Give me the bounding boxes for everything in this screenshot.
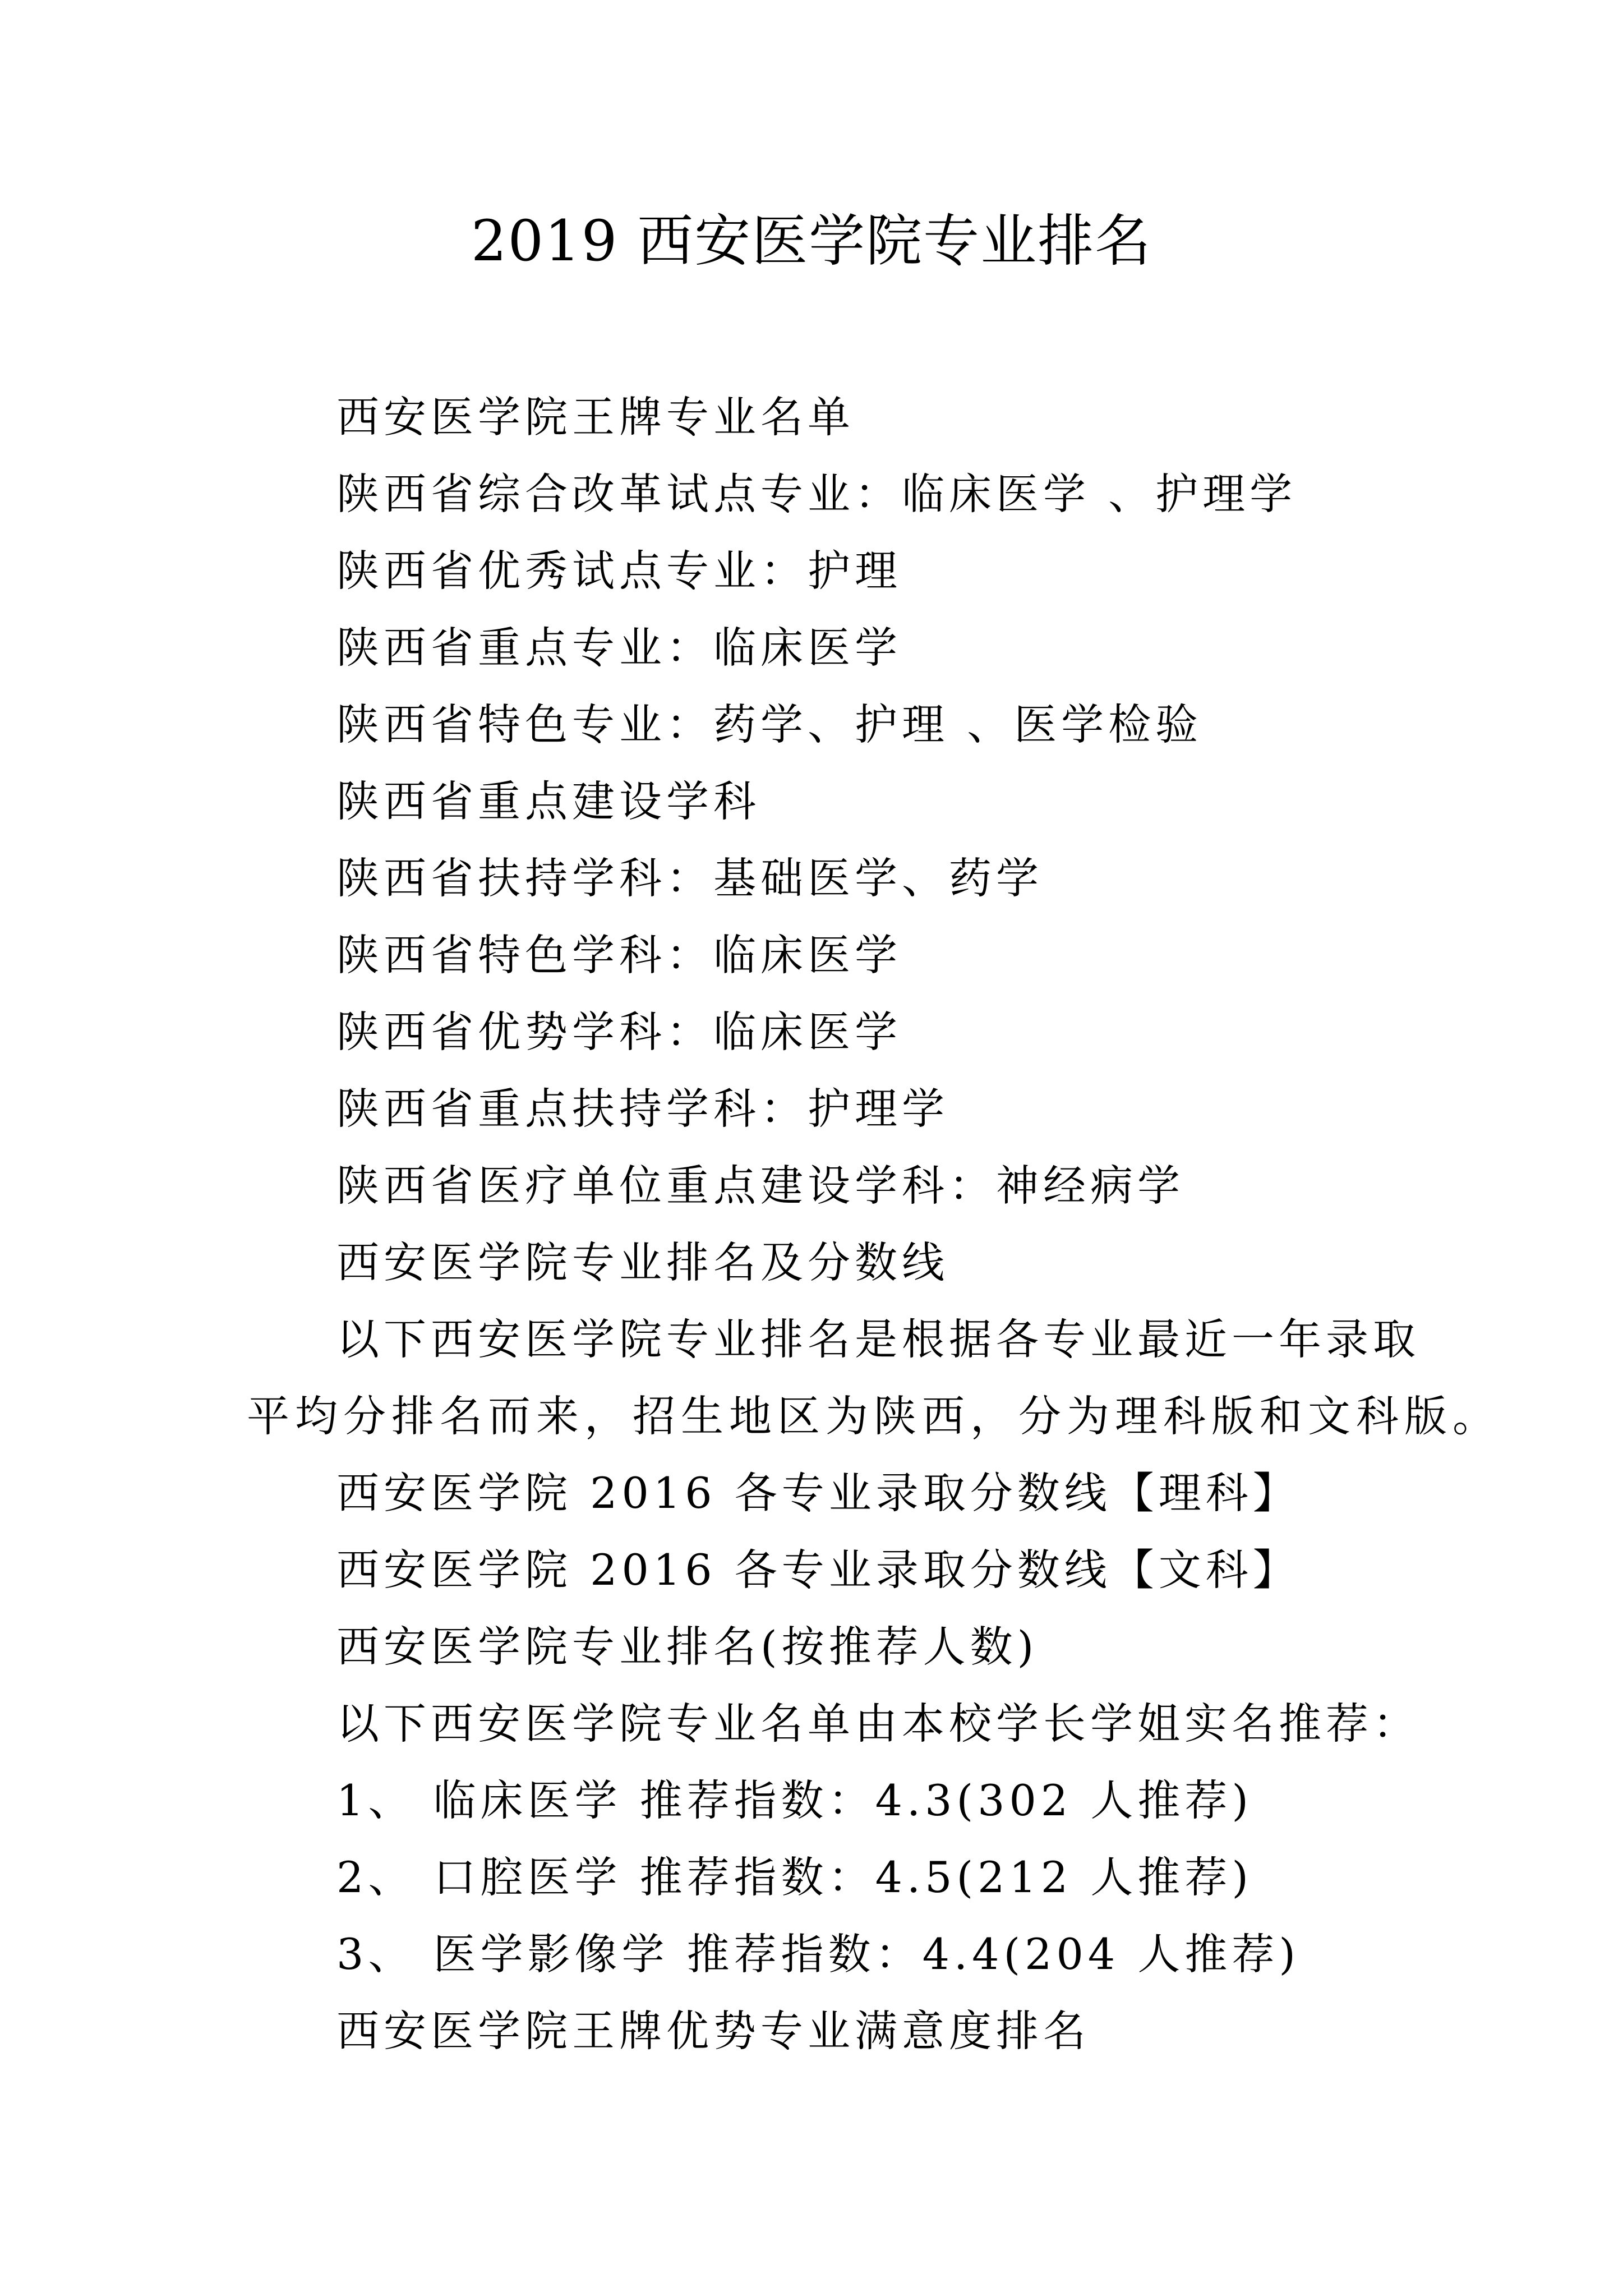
- text-line-featured-disciplines: 陕西省特色学科：临床医学: [336, 930, 902, 980]
- page-title: 2019 西安医学院专业排名: [471, 208, 1152, 274]
- document-body: [247, 379, 1501, 2069]
- text-line-science-scores: 西安医学院 2016 各专业录取分数线【理科】: [336, 1468, 1300, 1518]
- text-line-medical-unit-disciplines: 陕西省医疗单位重点建设学科：神经病学: [336, 1161, 1184, 1211]
- text-line-key-disciplines-heading: 陕西省重点建设学科: [336, 776, 760, 826]
- text-line-key-supported-disciplines: 陕西省重点扶持学科：护理学: [336, 1084, 949, 1134]
- text-line-advantage-disciplines: 陕西省优势学科：临床医学: [336, 1007, 902, 1057]
- text-line-key-majors: 陕西省重点专业：临床医学: [336, 623, 902, 673]
- text-line-arts-scores: 西安医学院 2016 各专业录取分数线【文科】: [336, 1545, 1300, 1595]
- text-line-excellent-pilot-majors: 陕西省优秀试点专业：护理: [336, 546, 902, 596]
- text-line-ranking-intro-part2: 平均分排名而来，招生地区为陕西，分为理科版和文科版。: [247, 1391, 1501, 1441]
- text-line-featured-majors: 陕西省特色专业：药学、护理 、医学检验: [336, 700, 1203, 749]
- list-item-clinical-medicine: 1、 临床医学 推荐指数：4.3(302 人推荐): [336, 1775, 1253, 1825]
- text-line-satisfaction-ranking-heading: 西安医学院王牌优势专业满意度排名: [336, 2006, 1090, 2056]
- text-line-ranking-intro-part1: 以下西安医学院专业排名是根据各专业最近一年录取: [336, 1314, 1420, 1364]
- text-line-supported-disciplines: 陕西省扶持学科：基础医学、药学: [336, 853, 1043, 903]
- text-line-reform-pilot-majors: 陕西省综合改革试点专业：临床医学 、护理学: [336, 469, 1297, 519]
- text-line-recommendation-intro: 以下西安医学院专业名单由本校学长学姐实名推荐：: [336, 1699, 1420, 1749]
- text-line-recommendation-ranking-heading: 西安医学院专业排名(按推荐人数): [336, 1622, 1039, 1672]
- list-item-medical-imaging: 3、 医学影像学 推荐指数：4.4(204 人推荐): [336, 1929, 1301, 1979]
- list-item-stomatology: 2、 口腔医学 推荐指数：4.5(212 人推荐): [336, 1852, 1253, 1902]
- text-line-ranking-and-scores-heading: 西安医学院专业排名及分数线: [336, 1237, 949, 1287]
- text-line-ace-majors-heading: 西安医学院王牌专业名单: [336, 392, 855, 442]
